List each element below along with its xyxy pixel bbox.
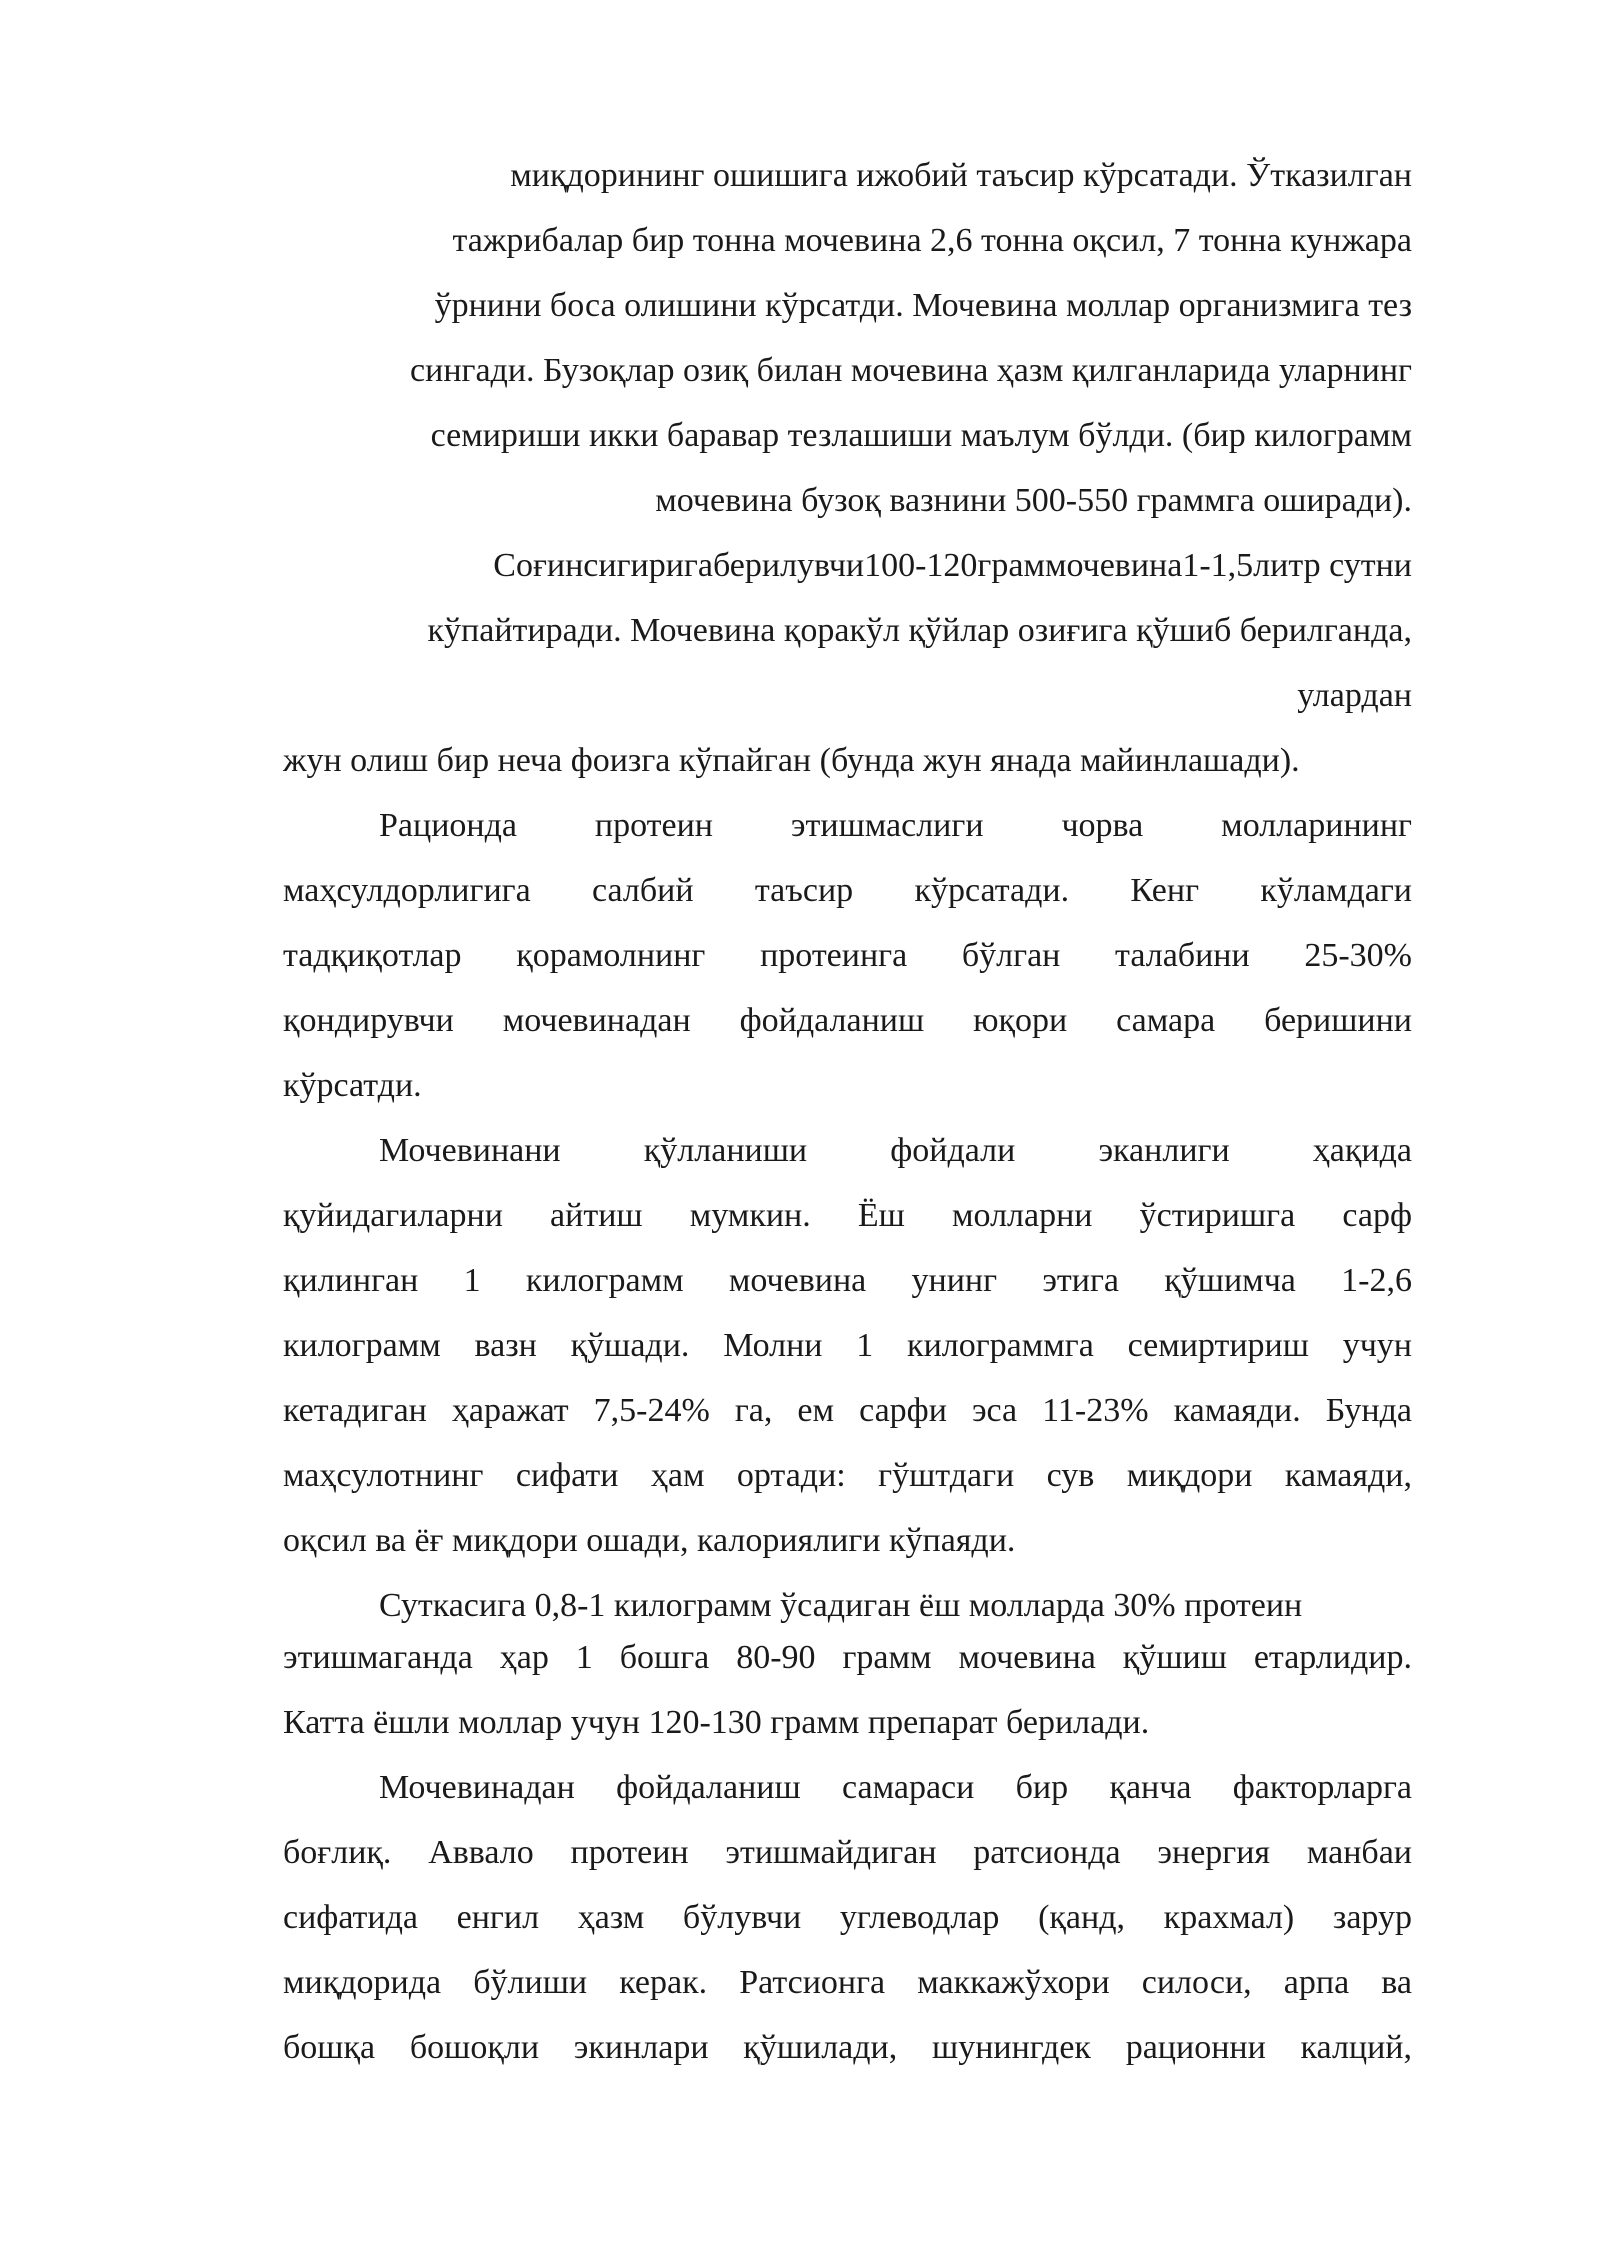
text-line: миқдорининг ошишига ижобий таъсир кўрсатади. Ўтказилган [510,157,1412,194]
text-line: кўрсатди. [283,1067,422,1104]
text-line: қуйидагиларни айтиш мумкин. Ёш молларни ўстиришга сарф [283,1197,1412,1234]
text-line: миқдорида бўлиши керак. Ратсионга маккажўхори силоси, арпа ва [283,1964,1412,2001]
text-line: килограмм вазн қўшади. Молни 1 килограммга семиртириш учун [283,1327,1412,1364]
text-line: бошқа бошоқли экинлари қўшилади, шунингдек рационни калций, [283,2029,1412,2066]
text-line: оқсил ва ёғ миқдори ошади, калориялиги кўпаяди. [283,1522,1016,1559]
text-line: Катта ёшли моллар учун 120-130 грамм препарат берилади. [283,1704,1150,1741]
text-line: Соғинсигиригаберилувчи100-120граммочевина1-1,5литр сутни [493,547,1412,584]
text-line: тадқиқотлар қорамолнинг протеинга бўлган талабини 25-30% [283,937,1412,974]
paragraph-first-line: Суткасига 0,8-1 килограмм ўсадиган ёш молларда 30% протеин [379,1587,1303,1624]
text-line: жун олиш бир неча фоизга кўпайган (бунда жун янада майинлашади). [283,742,1300,779]
text-line: семириши икки баравар тезлашиши маълум бўлди. (бир килограмм [430,417,1412,454]
text-line: кўпайтиради. Мочевина қоракўл қўйлар озиғига қўшиб берилганда, [427,612,1412,649]
paragraph-first-line: Мочевинани қўлланиши фойдали эканлиги ҳақида [379,1132,1412,1169]
paragraph-first-line: Рационда протеин этишмаслиги чорва молларининг [379,807,1412,844]
text-line: сифатида енгил ҳазм бўлувчи углеводлар (қанд, крахмал) зарур [283,1899,1412,1936]
text-line: маҳсулдорлигига салбий таъсир кўрсатади. Кенг кўламдаги [283,872,1412,909]
text-line: маҳсулотнинг сифати ҳам ортади: гўштдаги сув миқдори камаяди, [283,1457,1412,1494]
text-line: этишмаганда ҳар 1 бошга 80-90 грамм мочевина қўшиш етарлидир. [283,1639,1412,1676]
text-line: кетадиган ҳаражат 7,5-24% га, ем сарфи эса 11-23% камаяди. Бунда [283,1392,1412,1429]
paragraph-first-line: Мочевинадан фойдаланиш самараси бир қанча факторларга [379,1769,1412,1806]
text-line: тажрибалар бир тонна мочевина 2,6 тонна оқсил, 7 тонна кунжара [452,222,1412,259]
text-line: қондирувчи мочевинадан фойдаланиш юқори самара беришини [283,1002,1412,1039]
text-line: боғлиқ. Аввало протеин этишмайдиган ратсионда энергия манбаи [283,1834,1412,1871]
text-line: ўрнини боса олишини кўрсатди. Мочевина моллар организмига тез [434,287,1412,324]
text-line: қилинган 1 килограмм мочевина унинг этига қўшимча 1-2,6 [283,1262,1412,1299]
text-line: сингади. Бузоқлар озиқ билан мочевина ҳазм қилганларида уларнинг [410,352,1412,389]
text-line: улардан [1297,677,1412,714]
text-line: мочевина бузоқ вазнини 500-550 граммга оширади). [655,482,1412,519]
